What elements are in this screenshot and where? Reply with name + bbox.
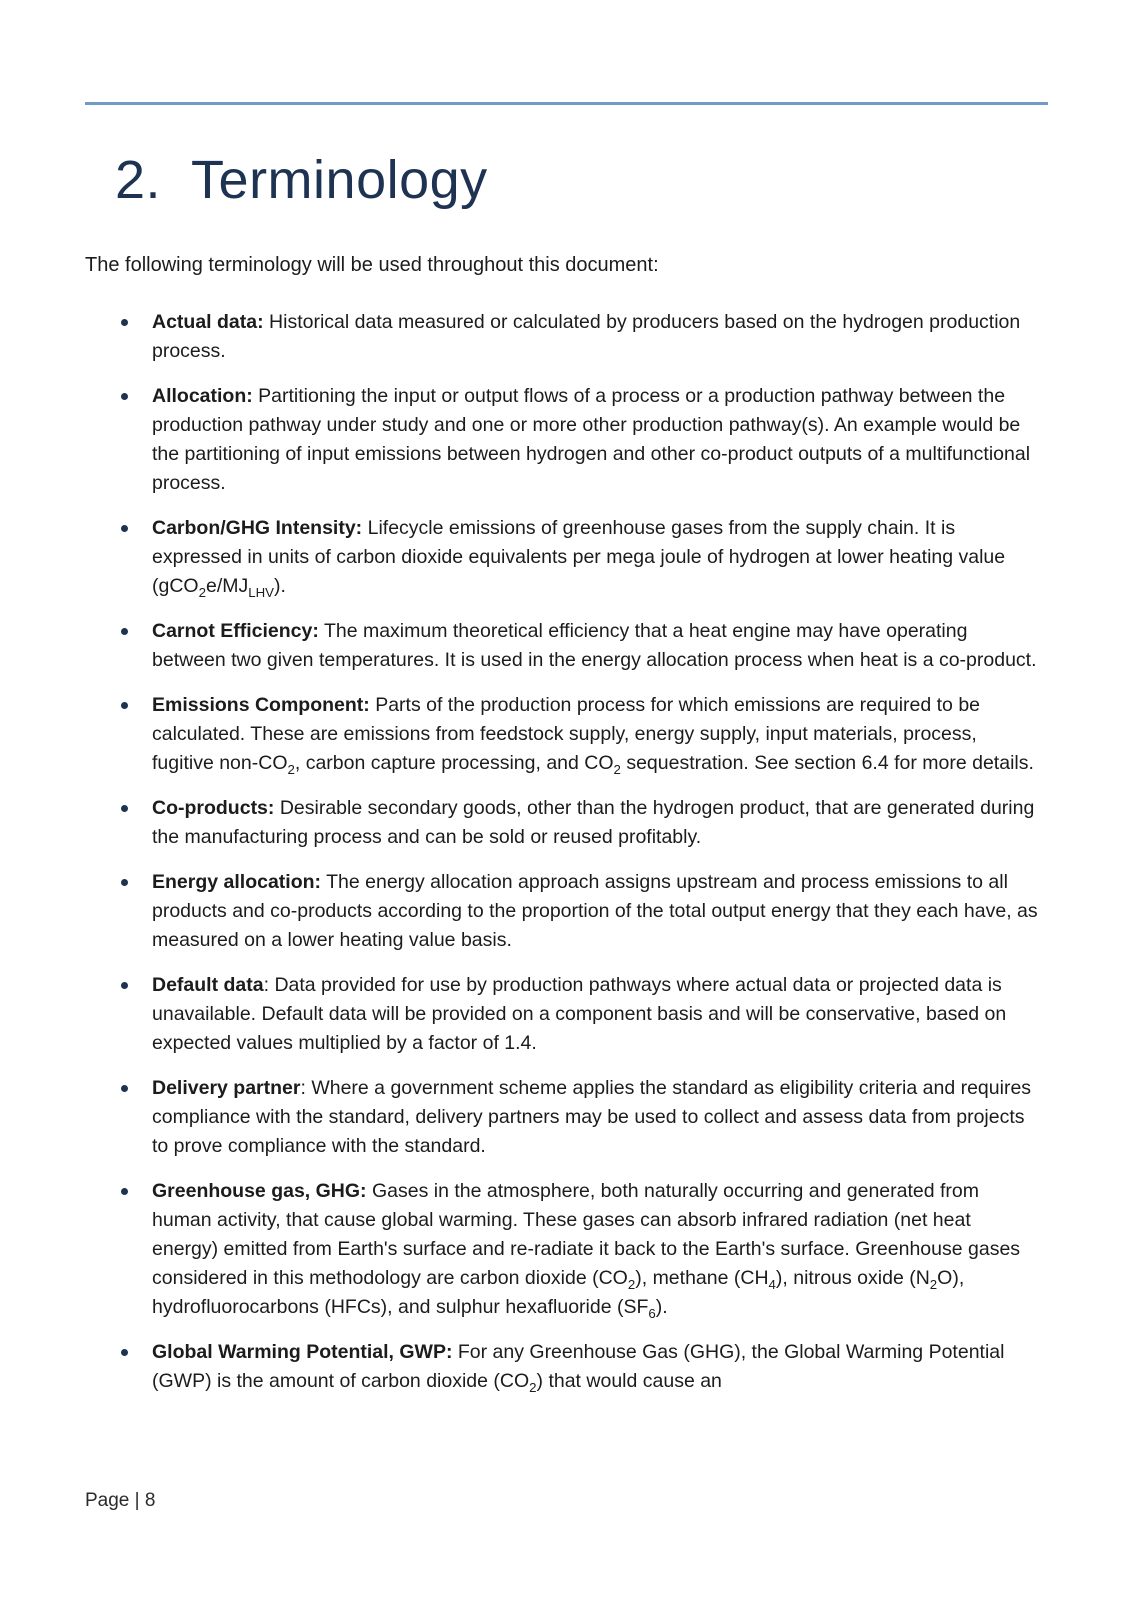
term-item: Energy allocation: The energy allocation approach assigns upstream and process emissions to all products and co-products according to the proportion of the total output energy that they each have, as measured on a lower heating value basis. bbox=[152, 868, 1041, 955]
term-item: Global Warming Potential, GWP: For any Greenhouse Gas (GHG), the Global Warming Potential (GWP) is the amount of carbon dioxide $(CO_2)$ that would cause an bbox=[152, 1338, 1041, 1396]
header-rule bbox=[85, 102, 1048, 105]
section-number: 2. bbox=[115, 150, 162, 210]
term-item: Carnot Efficiency: The maximum theoretical efficiency that a heat engine may have operating between two given temperatures. It is used in the energy allocation process when heat is a co-product. bbox=[152, 617, 1041, 675]
term-item: Actual data: Historical data measured or calculated by producers based on the hydrogen production process. bbox=[152, 308, 1041, 366]
term-item: Co-products: Desirable secondary goods, other than the hydrogen product, that are generated during the manufacturing process and can be sold or reused profitably. bbox=[152, 794, 1041, 852]
terminology-list bbox=[85, 308, 1041, 1396]
page-content bbox=[0, 140, 1131, 1412]
intro-paragraph: The following terminology will be used throughout this document: bbox=[85, 253, 659, 276]
term-item: Allocation: Partitioning the input or output flows of a process or a production pathway between the production pathway under study and one or more other production pathway(s). An example would be the partitioning of input emissions between hydrogen and other co-product outputs of a multifunctional process. bbox=[152, 382, 1041, 498]
term-item: Emissions Component: Parts of the production process for which emissions are required to be calculated. These are emissions from feedstock supply, energy supply, input materials, process, fugitive non-$CO_2$, carbon capture processing, and $CO_2$ sequestration. See section 6.4 for more details. bbox=[152, 691, 1041, 778]
term-item: Greenhouse gas, GHG: Gases in the atmosphere, both naturally occurring and generated from human activity, that cause global warming. These gases can absorb infrared radiation (net heat energy) emitted from Earth's surface and re-radiate it back to the Earth's surface. Greenhouse gases considered in this methodology are carbon dioxide $(CO_2)$, methane $(CH_4)$, nitrous oxide $(N_2O)$, hydrofluorocarbons (HFCs), and sulphur hexafluoride $(SF_6)$. bbox=[152, 1177, 1041, 1322]
term-item: Default data: Data provided for use by production pathways where actual data or projected data is unavailable. Default data will be provided on a component basis and will be conservative, based on expected values multiplied by a factor of 1.4. bbox=[152, 971, 1041, 1058]
term-item: Delivery partner: Where a government scheme applies the standard as eligibility criteria and requires compliance with the standard, delivery partners may be used to collect and assess data from projects to prove compliance with the standard. bbox=[152, 1074, 1041, 1161]
page-number: Page | 8 bbox=[85, 1490, 156, 1511]
section-title: Terminology bbox=[191, 150, 488, 210]
section-heading bbox=[115, 148, 1041, 213]
term-item: Carbon/GHG Intensity: Lifecycle emissions of greenhouse gases from the supply chain. It is expressed in units of carbon dioxide equivalents per mega joule of hydrogen at lower heating value $(gCO_2e/MJ_{LHV})$. bbox=[152, 514, 1041, 601]
